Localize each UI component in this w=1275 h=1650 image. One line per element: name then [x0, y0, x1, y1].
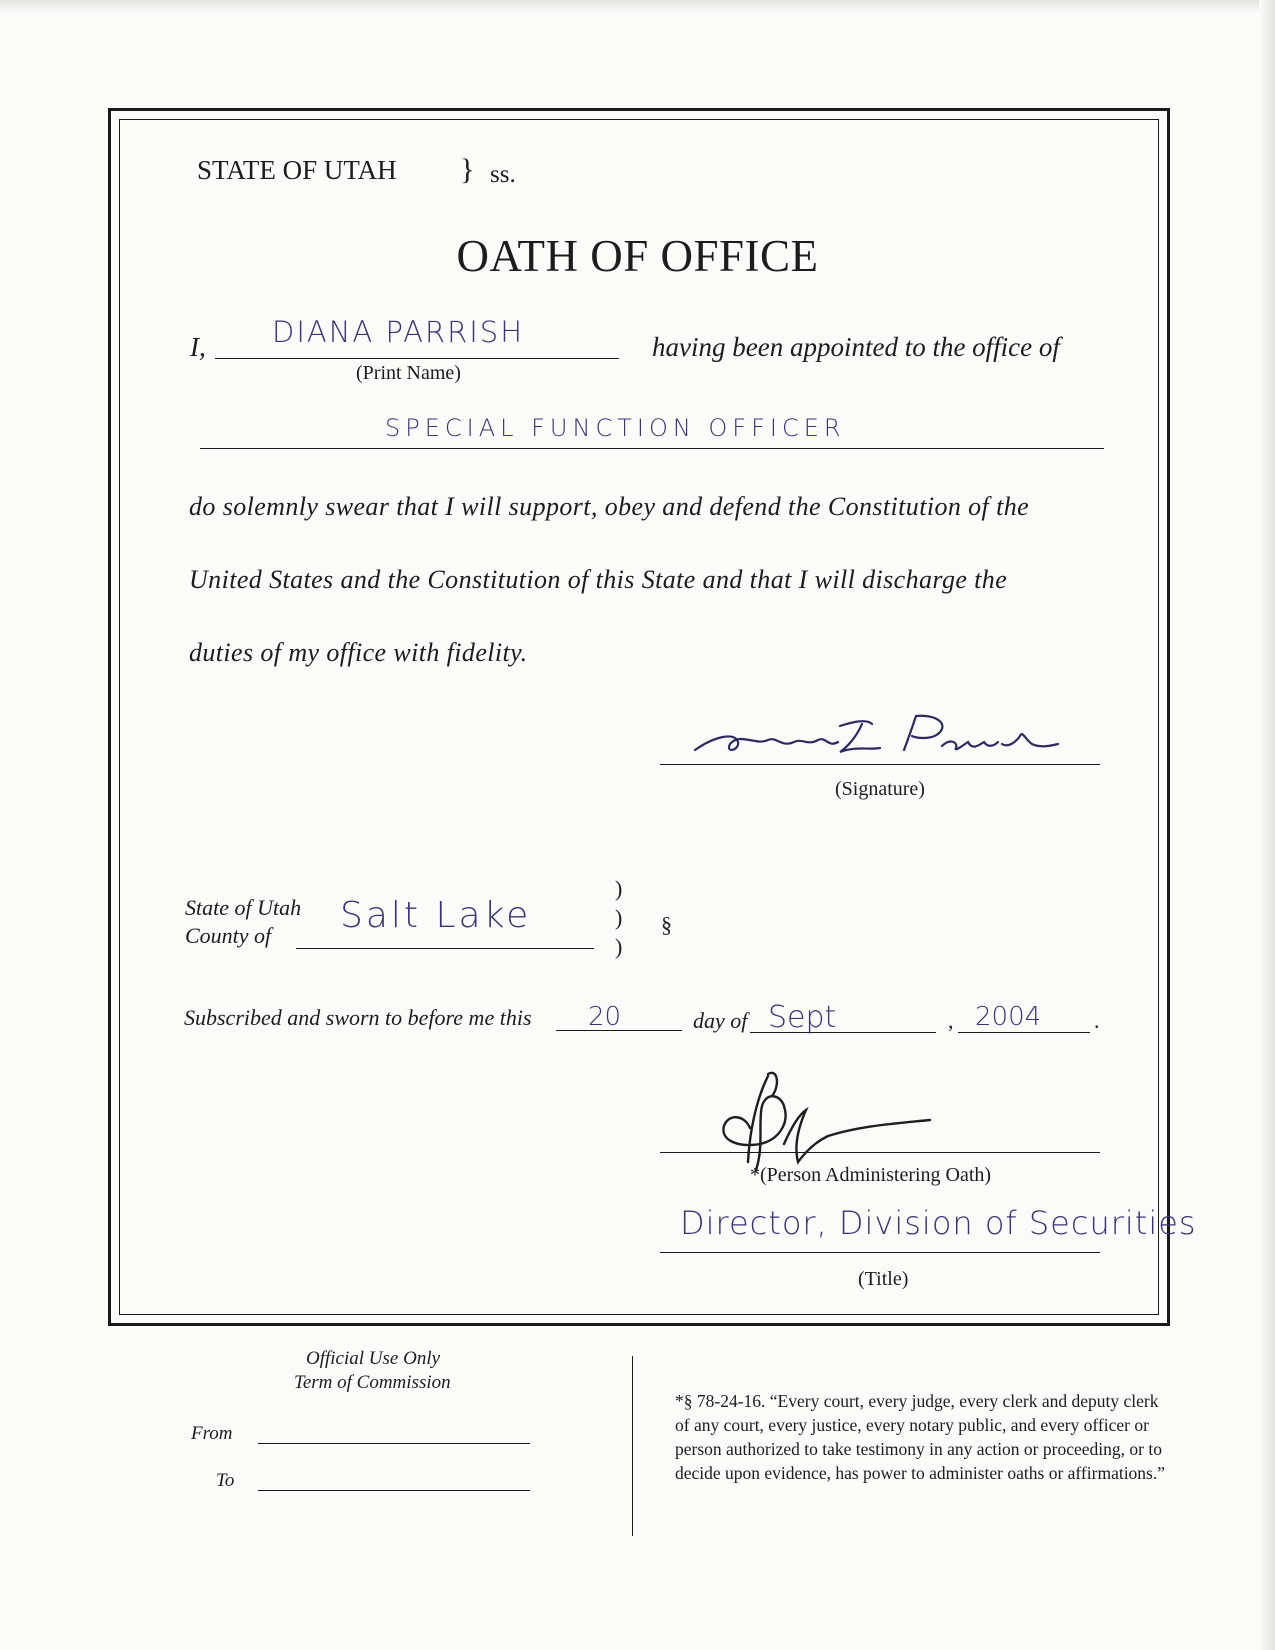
scan-edge — [0, 0, 1275, 14]
statute-note: *§ 78-24-16. “Every court, every judge, every clerk and deputy clerk of any court, every justice, every notary public, and every officer or person authorized to take testimony in any action or proceeding, or to decide upon evidence, has power to administer oaths or affirmations.” — [675, 1391, 1166, 1483]
footer-divider — [632, 1356, 633, 1536]
office-value: SPECIAL FUNCTION OFFICER — [385, 414, 846, 442]
signature-caption: (Signature) — [835, 778, 925, 800]
oath-line-3: duties of my office with fidelity. — [189, 638, 528, 667]
year-value: 2004 — [975, 1002, 1042, 1032]
state-of-utah-label: State of Utah — [185, 895, 302, 920]
administrator-title-value: Director, Division of Securities — [680, 1204, 1197, 1242]
signature-line[interactable] — [660, 764, 1100, 765]
administrator-line[interactable] — [660, 1152, 1100, 1153]
from-line[interactable] — [258, 1443, 530, 1444]
day-value: 20 — [588, 1002, 622, 1032]
office-line[interactable] — [200, 448, 1104, 449]
page-title: OATH OF OFFICE — [456, 231, 819, 281]
print-name-line[interactable] — [215, 358, 619, 359]
oath-prefix: I, — [190, 332, 206, 362]
appointed-text: having been appointed to the office of — [652, 332, 1060, 362]
to-label: To — [216, 1470, 235, 1491]
oath-line-2: United States and the Constitution of this State and that I will discharge the — [189, 565, 1008, 594]
print-name-caption: (Print Name) — [356, 362, 461, 384]
state-heading: STATE OF UTAH — [197, 155, 397, 185]
day-of-text: day of — [693, 1008, 748, 1033]
month-value: Sept — [768, 1000, 837, 1035]
comma: , — [948, 1008, 954, 1033]
section-symbol: § — [661, 912, 672, 937]
subscribed-text: Subscribed and sworn to before me this — [184, 1005, 532, 1030]
ss-abbrev: ss. — [490, 161, 516, 188]
county-label: County of — [185, 923, 272, 948]
paren: ) — [615, 876, 623, 901]
signature-scribble — [690, 706, 1060, 766]
term-heading: Term of Commission — [294, 1372, 451, 1393]
title-caption: (Title) — [858, 1268, 909, 1290]
from-label: From — [191, 1423, 233, 1444]
title-line[interactable] — [660, 1252, 1100, 1253]
oath-line-1: do solemnly swear that I will support, obey and defend the Constitution of the — [189, 492, 1030, 521]
paren: ) — [615, 934, 623, 959]
administrator-signature — [720, 1066, 940, 1176]
county-line[interactable] — [296, 948, 594, 949]
print-name-value: DIANA PARRISH — [272, 315, 525, 349]
period: . — [1094, 1008, 1100, 1033]
administrator-caption: *(Person Administering Oath) — [750, 1164, 992, 1186]
county-value: Salt Lake — [340, 895, 532, 936]
paren: ) — [615, 905, 623, 930]
official-use-heading: Official Use Only — [306, 1348, 441, 1369]
brace: } — [460, 153, 475, 186]
year-line[interactable] — [958, 1032, 1090, 1033]
to-line[interactable] — [258, 1490, 530, 1491]
